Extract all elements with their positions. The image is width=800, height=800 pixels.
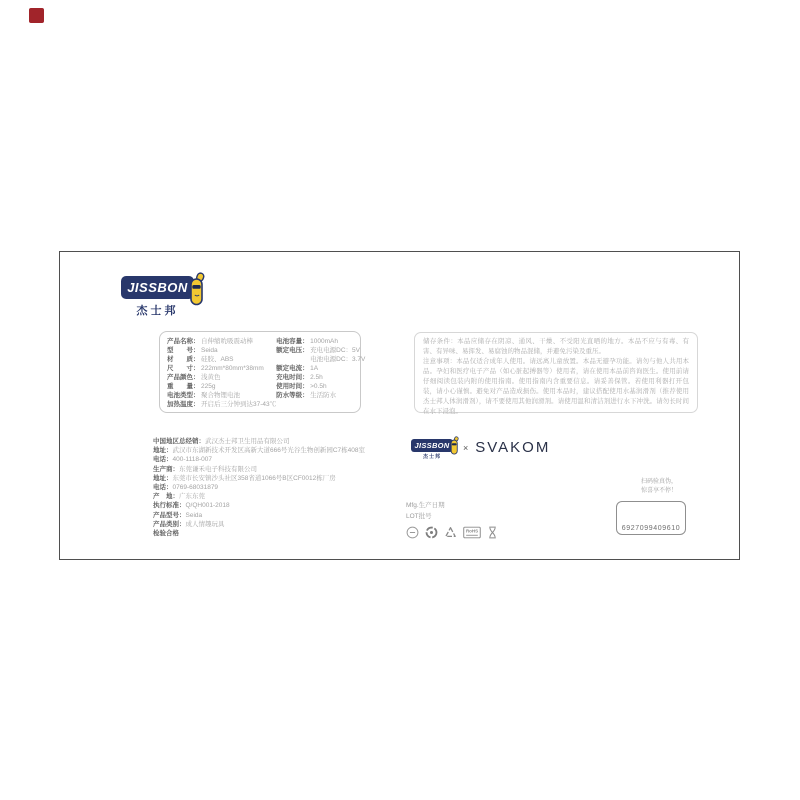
collab-brand-chinese: 杰士邦 <box>422 454 441 460</box>
spec-row: 电池电源DC：3.7V <box>310 356 366 363</box>
epup-circle-icon <box>425 526 438 539</box>
corner-mark <box>29 8 44 23</box>
spec-row: 重 量： 225g <box>167 383 216 390</box>
inspection-passed-line: 检验合格 <box>153 530 179 538</box>
scan-hint-line2: 惊喜享不停！ <box>641 487 678 494</box>
recycle-icon <box>444 526 457 539</box>
info-line: 产品类别：成人情趣玩具 <box>153 520 225 528</box>
info-line: 产品型号：Seida <box>153 511 203 519</box>
info-line: 电话：0769-68031879 <box>153 484 219 492</box>
spec-row: 电池容量： 1000mAh <box>276 338 338 345</box>
notices-box <box>414 332 698 413</box>
distributor-info <box>153 437 403 538</box>
spec-row: 防水等级： 生活防水 <box>276 392 337 399</box>
spec-row: 使用时间： >0.5h <box>276 383 327 390</box>
scan-hint-line1: 扫码验真伪， <box>641 479 678 485</box>
mfg-date-label: Mfg.生产日期 <box>406 502 445 509</box>
package-back-panel <box>59 251 740 560</box>
svg-text:RoHS: RoHS <box>465 528 479 534</box>
partner-brand-text: SVAKOM <box>475 439 551 456</box>
collab-brand-plate <box>411 439 453 452</box>
brand-logo-chinese: 杰士邦 <box>136 305 179 317</box>
spec-table-left-column <box>167 337 276 407</box>
collab-logo <box>411 439 550 460</box>
spec-row: 加热温度： 开启后三分钟到达37-43℃ <box>167 401 277 408</box>
info-line: 地址：武汉市东湖新技术开发区高新大道666号光谷生物创新园C7栋408室 <box>153 447 365 455</box>
rohs-icon <box>463 526 481 539</box>
spec-row: 产品颜色： 浅黄色 <box>167 374 221 381</box>
spec-row: 型 号： Seida <box>167 347 218 354</box>
brand-logo-text: JISSBON <box>127 280 188 295</box>
info-line: 执行标准：Q/QH001-2018 <box>153 502 230 510</box>
info-line: 中国地区总经销：武汉杰士邦卫生用品有限公司 <box>153 438 290 445</box>
caution-text: 注意事项：本品仅适合成年人使用。请远离儿童放置。本品无避孕功能。请勿与他人共用本品。孕妇和医疗电子产品（如心脏起搏器等）使用者，请在使用本品前咨询医生。使用前请仔细阅读包装内附的使用指南。使用指南内含重要信息。请妥善保管。若使用利器打开包装，请小心谨慎。避免对产品造成损伤。使用本品时，建议搭配使用水基润滑剂（推荐使用杰士邦人体润滑剂），请不要使用其他润滑剂。请使用温和清洁剂进行水下冲洗。请勿长时间在水下浸泡。 <box>423 358 689 415</box>
spec-row: 尺 寸： 222mm*80mm*38mm <box>167 365 264 372</box>
spec-row: 产品名称： 自伸缩吮吸震动棒 <box>167 338 253 345</box>
spec-row: 充电时间： 2.5h <box>276 374 323 381</box>
barcode-box <box>616 501 686 535</box>
scan-verify-hint <box>641 478 711 495</box>
spec-row: 电池类型： 聚合物锂电池 <box>167 392 240 399</box>
multiply-icon: × <box>463 442 469 453</box>
spec-table <box>159 331 366 413</box>
spec-row: 材 质： 硅胶、ABS <box>167 356 234 363</box>
brand-logo-plate <box>121 276 194 299</box>
info-line: 生产商：东莞谦禾电子科技有限公司 <box>153 465 257 473</box>
condom-mascot-icon <box>449 436 460 455</box>
collab-brand-text: JISSBON <box>414 441 450 450</box>
spec-row: 额定电压： 充电电源DC：5V <box>276 347 360 354</box>
production-marks <box>406 500 498 539</box>
condom-mascot-icon <box>187 272 207 306</box>
circle-mark-icon <box>406 526 419 539</box>
info-line: 地址：东莞市长安镇沙头社区358省道1066号B区CF0012栋厂房 <box>153 474 336 482</box>
storage-conditions-text: 储存条件：本品应储存在阴凉、通风、干燥、不受阳光直晒的地方。本品不应与有毒、有害、有异味、易挥发、易腐蚀的物品混储，并避免污染及重压。 <box>423 338 689 355</box>
spec-row: 额定电流： 1A <box>276 365 319 372</box>
brand-logo <box>121 276 221 318</box>
compliance-icons-row <box>406 526 498 539</box>
spec-table-right-column <box>276 337 366 407</box>
info-line: 产 地：广东东莞 <box>153 493 205 501</box>
barcode-number: 6927099409610 <box>621 525 681 532</box>
info-line: 电话：400-1118-007 <box>153 456 213 464</box>
lot-number-label: LOT批号 <box>406 513 432 520</box>
collab-brand-logo <box>411 439 453 460</box>
hourglass-icon <box>487 526 498 539</box>
